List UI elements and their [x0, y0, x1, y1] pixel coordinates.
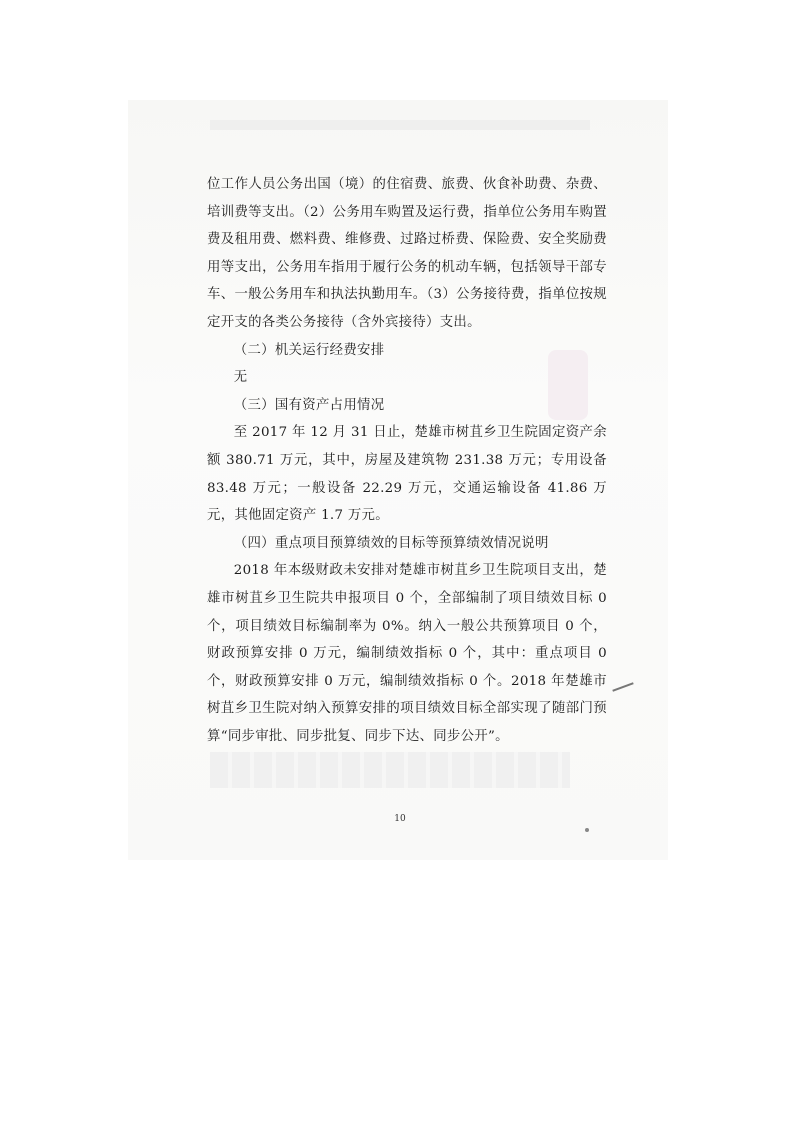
paragraph-fixed-assets: 至 2017 年 12 月 31 日止，楚雄市树苴乡卫生院固定资产余额 380.71 万元，其中，房屋及建筑物 231.38 万元；专用设备 83.48 万元；一般设备 22.29 万元，交通运输设备 41.86 万元，其他固定资产 1.7 万元。	[207, 425, 607, 524]
heading-state-owned-assets: （三）国有资产占用情况	[233, 397, 385, 413]
heading-office-operating-expenses: （二）机关运行经费安排	[233, 342, 385, 358]
paragraph-performance-details: 2018 年本级财政未安排对楚雄市树苴乡卫生院项目支出，楚雄市树苴乡卫生院共申报项目 0 个，全部编制了项目绩效目标 0 个，项目绩效目标编制率为 0%。纳入一般公共预算项目 0 个，财政预算安排 0 万元，编制绩效指标 0 个，其中：重点项目 0 个，财政预算安排 0 万元，编制绩效指标 0 个。2018 年楚雄市树苴乡卫生院对纳入预算安排的项目绩效目标全部实现了随部门预算“同步审批、同步批复、同步下达、同步公开”。	[207, 563, 607, 744]
document-body	[207, 171, 607, 750]
scan-bleed-through-bottom	[210, 752, 570, 788]
paragraph-overseas-vehicle-reception-expenses: 位工作人员公务出国（境）的住宿费、旅费、伙食补助费、杂费、培训费等支出。（2）公务用车购置及运行费，指单位公务用车购置费及租用费、燃料费、维修费、过路过桥费、保险费、安全奖励费用等支出，公务用车指用于履行公务的机动车辆，包括领导干部专车、一般公务用车和执法执勤用车。（3）公务接待费，指单位按规定开支的各类公务接待（含外宾接待）支出。	[207, 177, 607, 330]
paragraph-none: 无	[233, 370, 248, 386]
scan-bleed-through-top	[210, 120, 590, 130]
scan-speck	[585, 828, 589, 832]
page-number: 10	[394, 814, 406, 824]
heading-performance-goals: （四）重点项目预算绩效的目标等预算绩效情况说明	[233, 535, 549, 551]
